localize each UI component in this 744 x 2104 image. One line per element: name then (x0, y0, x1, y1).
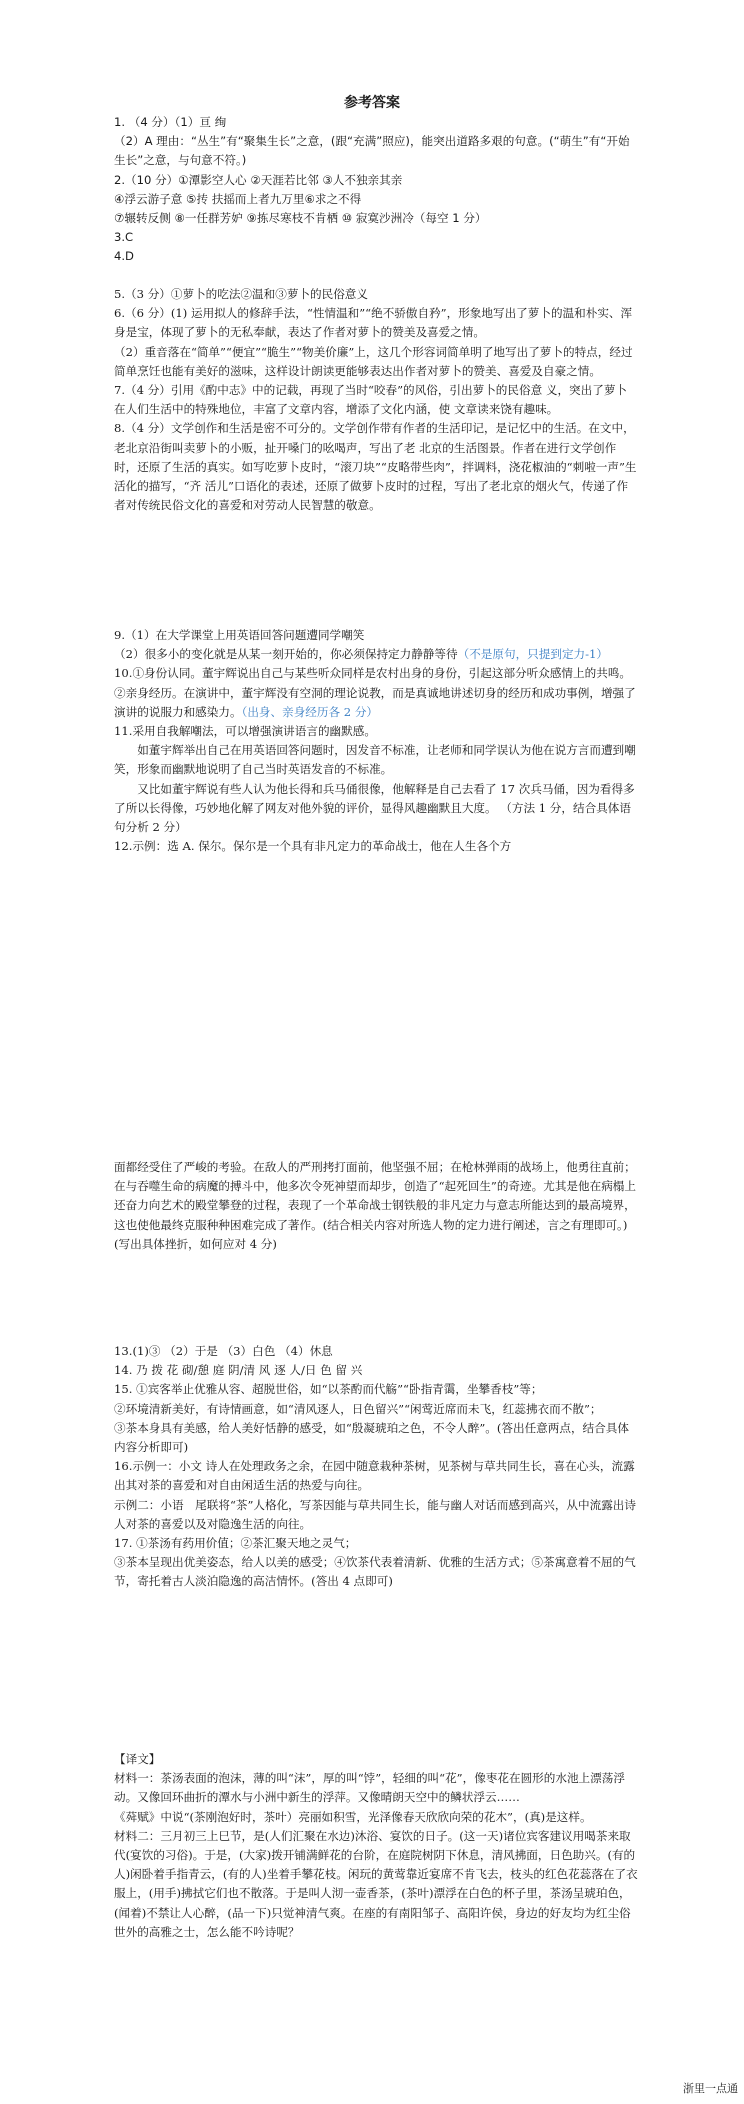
answer-line: 17. ①茶汤有药用价值；②茶汇聚天地之灵气； (114, 1536, 357, 1551)
answer-paragraph: 6.（6 分）(1) 运用拟人的修辞手法，“性情温和”“绝不骄傲自矜”，形象地写出了萝卜的温和朴实、浑身是宝，体现了萝卜的无私奉献，表达了作者对萝卜的赞美及喜爱之情。 (114, 306, 633, 340)
answer-paragraph: 面都经受住了严峻的考验。在敌人的严刑拷打面前，他坚强不屈；在枪林弹雨的战场上，他勇往直前；在与吞噬生命的病魔的搏斗中，他多次令死神望而却步，创造了“起死回生”的奇迹。尤其是他在病榻上还奋力向艺术的殿堂攀登的过程，表现了一个革命战士钢铁般的非凡定力与意志所能达到的最高境界，这也使他最终克服种种困难完成了著作。(结合相关内容对所选人物的定力进行阐述，言之有理即可。) (写出具体挫折，如何应对 4 分) (114, 1160, 651, 1251)
grading-note: （不是原句，只提到定力-1） (457, 647, 609, 662)
answer-line: 12.示例：选 A. 保尔。保尔是一个具有非凡定力的革命战士，他在人生各个方 (114, 839, 512, 854)
page-title: 参考答案 (344, 95, 400, 111)
footer-watermark: 浙里一点通 (683, 2082, 738, 2095)
answer-line: 5.（3 分）①萝卜的吃法②温和③萝卜的民俗意义 (114, 287, 368, 301)
answer-paragraph (114, 684, 638, 722)
translation-paragraph: 材料一：茶汤表面的泡沫，薄的叫“沫”，厚的叫“饽”，轻细的叫“花”，像枣花在圆形的水池上漂荡浮动。又像回环曲折的潭水与小洲中新生的浮萍。又像晴朗天空中的鳞状浮云…… (114, 1771, 625, 1805)
answers-section-5 (114, 1342, 638, 1592)
answer-line: ⑦辗转反侧 ⑧一任群芳妒 ⑨拣尽寒枝不肯栖 ⑩ 寂寞沙洲冷（每空 1 分） (114, 211, 487, 226)
answer-paragraph: 又比如董宇辉说有些人认为他长得和兵马俑很像，他解释是自己去看了 17 次兵马俑，因为看得多了所以长得像，巧妙地化解了网友对他外貌的评价，显得风趣幽默且大度。 （方法 1 分，结合具体语句分析 2 分） (114, 781, 635, 835)
answer-paragraph: 10.①身份认同。董宇辉说出自己与某些听众同样是农村出身的身份，引起这部分听众感情上的共鸣。 (114, 666, 631, 681)
answer-line: 2.（10 分）①潭影空人心 ②天涯若比邻 ③人不独亲其亲 (114, 172, 403, 187)
answer-paragraph (114, 645, 638, 664)
answer-text: ②亲身经历。在演讲中，董宇辉没有空洞的理论说教，而是真诚地讲述切身的经历和成功事例，增强了演讲的说服力和感染力。 (114, 685, 636, 719)
answers-section-1 (114, 113, 638, 267)
answer-line: 11.采用自我解嘲法，可以增强演讲语言的幽默感。 (114, 724, 376, 739)
translation-heading: 【译文】 (114, 1752, 161, 1766)
answer-line: 13.(1)③ （2）于是 （3）白色 （4）休息 (114, 1344, 333, 1358)
translation-paragraph: 《荈赋》中说“(茶刚泡好时，茶叶）亮丽如积雪，光泽像春天欣欣向荣的花木”，(真)是这样。 (114, 1809, 592, 1824)
answer-line: 4.D (114, 249, 134, 264)
answer-paragraph: ③茶本呈现出优美姿态，给人以美的感受；④饮茶代表着清新、优雅的生活方式；⑤茶寓意着不屈的气节，寄托着古人淡泊隐逸的高洁情怀。(答出 4 点即可) (114, 1555, 636, 1589)
answer-paragraph: 15. ①宾客举止优雅从容、超脱世俗，如“以茶酌而代觞”“卧指青霭，坐攀香枝”等； (114, 1382, 543, 1397)
answers-section-2 (114, 285, 638, 515)
answer-line: 3.C (114, 230, 134, 245)
answer-paragraph: 如董宇辉举出自己在用英语回答问题时，因发音不标准，让老师和同学误认为他在说方言而遭到嘲笑，形象而幽默地说明了自己当时英语发音的不标准。 (114, 743, 636, 777)
answers-section-3 (114, 626, 638, 856)
answer-line: 14. 乃 拨 花 砌/憩 庭 阴/清 风 逐 人/日 色 留 兴 (114, 1363, 363, 1378)
answer-paragraph: 示例二：小语 尾联将“茶”人格化，写茶因能与草共同生长，能与幽人对话而感到高兴，从中流露出诗人对茶的喜爱以及对隐逸生活的向往。 (114, 1497, 636, 1531)
answer-line: 9.（1）在大学课堂上用英语回答问题遭同学嘲笑 (114, 628, 365, 642)
answer-paragraph: 8.（4 分）文学创作和生活是密不可分的。文学创作带有作者的生活印记，是记忆中的生活。在文中，老北京沿街叫卖萝卜的小贩，扯开嗓门的吆喝声，写出了老 北京的生活图景。作者在进行文学创作时，还原了生活的真实。如写吃萝卜皮时，“滚刀块”“皮略带些肉”，拌调料，浇花椒油的“刺啦一声”生活化的描写，“齐 活儿”口语化的表述，还原了做萝卜皮时的过程，写出了老北京的烟火气，传递了作者对传统民俗文化的喜爱和对劳动人民智慧的敬意。 (114, 421, 637, 513)
answer-line: （2）A 理由：“丛生”有“聚集生长”之意，(跟“充满”照应)，能突出道路多艰的句意。(“萌生”有“开始生长”之意，与句意不符。) (114, 134, 630, 168)
answer-paragraph: 16.示例一：小文 诗人在处理政务之余，在园中随意栽种茶树，见茶树与草共同生长，喜在心头，流露出其对茶的喜爱和对自由闲适生活的热爱与向往。 (114, 1459, 635, 1493)
answers-section-4 (114, 1158, 651, 1254)
answer-paragraph: ②环境清新美好，有诗情画意，如“清风逐人，日色留兴”“闲莺近席而未飞，红蕊拂衣而不散”； (114, 1401, 602, 1416)
answer-line: 1. （4 分）（1）亘 绚 (114, 115, 227, 129)
answer-paragraph: ③茶本身具有美感，给人美好恬静的感受，如“殷凝琥珀之色，不令人醉”。(答出任意两点，结合具体内容分析即可) (114, 1420, 629, 1455)
answer-line: ④浮云游子意 ⑤抟 扶摇而上者九万里⑥求之不得 (114, 191, 362, 206)
translation-paragraph: 材料二：三月初三上巳节，是(人们汇聚在水边)沐浴、宴饮的日子。(这一天)诸位宾客建议用喝茶来取代(宴饮的习俗)。于是，(大家)拨开铺满鲜花的台阶，在庭院树阴下休息，清风拂面，日色助兴。(有的人)闲卧着手指青云，(有的人)坐着手攀花枝。闲玩的黄莺靠近宴席不肯飞去，枝头的红色花蕊落在了衣服上，(用手)拂拭它们也不散落。于是叫人沏一壶香茶，(茶叶)漂浮在白色的杯子里，茶汤呈琥珀色，(闻着)不禁让人心醉，(品一下)只觉神清气爽。在座的有南阳邹子、高阳许侯，身边的好友均为红尘俗世外的高雅之士，怎么能不吟诗呢？ (114, 1828, 638, 1939)
answer-text: （2）很多小的变化就是从某一刻开始的，你必须保持定力静静等待 (114, 647, 458, 662)
grading-note: （出身、亲身经历各 2 分） (241, 704, 379, 719)
answer-paragraph: 7.（4 分）引用《酌中志》中的记载，再现了当时“咬春”的风俗，引出萝卜的民俗意 义，突出了萝卜在人们生活中的特殊地位，丰富了文章内容，增添了文化内涵，使 文章读来饶有趣味。 (114, 383, 628, 417)
answer-paragraph: （2）重音落在“简单”“便宜”“脆生”“物美价廉”上，这几个形容词简单明了地写出了萝卜的特点，经过简单烹饪也能有美好的滋味，这样设计朗读更能够表达出作者对萝卜的赞美、喜爱及自豪之情。 (114, 344, 633, 378)
translation-section (114, 1750, 638, 1942)
